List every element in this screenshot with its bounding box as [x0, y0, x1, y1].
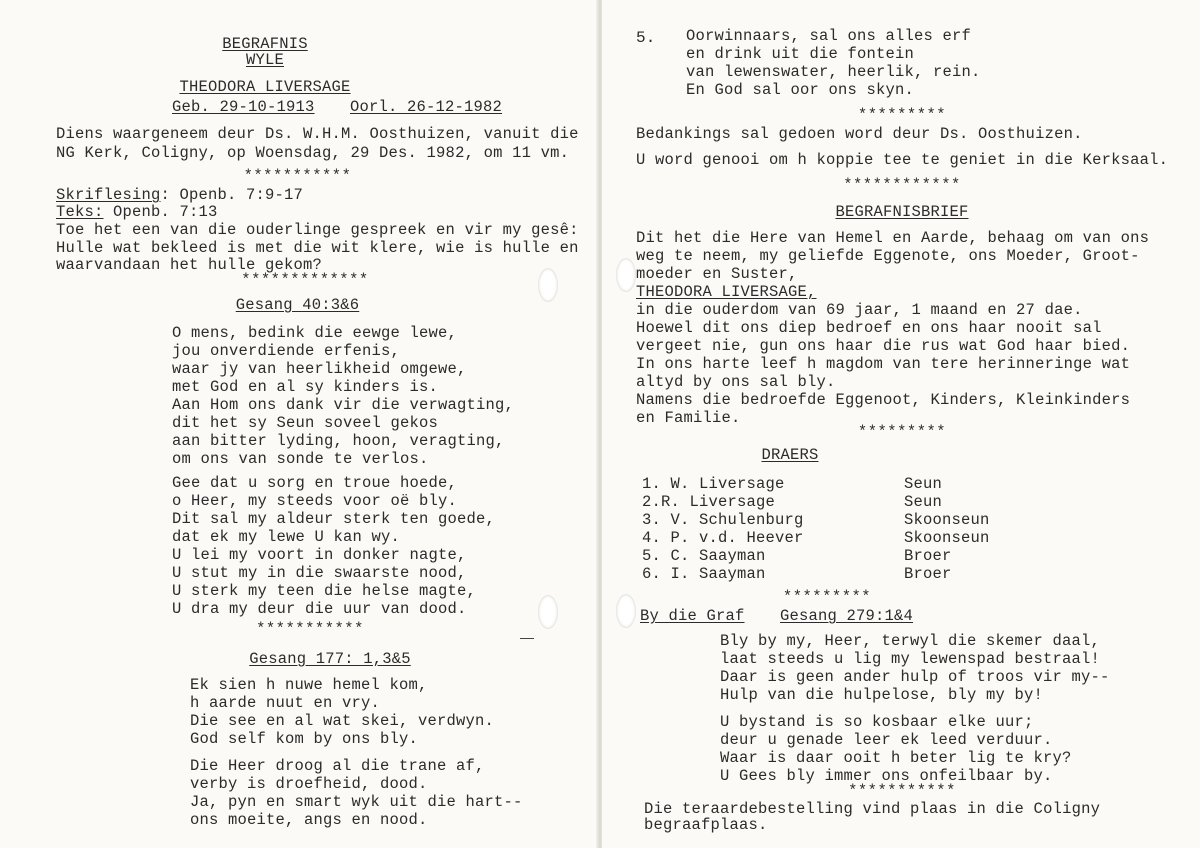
bearer-name: 4. P. v.d. Heever — [642, 529, 804, 547]
hymn-line: U dra my deur die uur van dood. — [172, 600, 467, 618]
scripture-reading — [56, 187, 303, 204]
hymn-line: aan bitter lyding, hoon, veragting, — [172, 432, 505, 450]
burial-line: begraafplaas. — [644, 816, 768, 834]
bearer-name: 3. V. Schulenburg — [642, 511, 804, 529]
punch-hole — [538, 595, 558, 629]
separator-stars: ********* — [857, 106, 947, 124]
hymn-line: waar jy van heerlikheid omgewe, — [172, 360, 467, 378]
service-line-1: Diens waargeneem deur Ds. W.H.M. Oosthuizen, vanuit die — [56, 125, 579, 143]
hymn-line: dat ek my lewe U kan wy. — [172, 528, 401, 546]
hymn-line: Aan Hom ons dank vir die verwagting, — [172, 396, 515, 414]
deceased-name: THEODORA LIVERSAGE — [179, 78, 351, 96]
hymn-line: ons moeite, angs en nood. — [190, 811, 428, 829]
notice-title: BEGRAFNISBRIEF — [835, 203, 969, 221]
verse-number: 5. — [636, 29, 656, 47]
hymn-line: Waar is daar ooit h beter lig te kry? — [720, 749, 1072, 767]
hymn-line: Die see en al wat skei, verdwyn. — [190, 712, 495, 730]
notice-name: THEODORA LIVERSAGE, — [636, 283, 817, 301]
hymn-line: Gee dat u sorg en troue hoede, — [172, 474, 458, 492]
hymn-line: deur u genade leer ek leed verduur. — [720, 731, 1053, 749]
notice-line: vergeet nie, gun ons haar die rus wat God haar bied. — [636, 337, 1131, 355]
hymn-line: Dit sal my aldeur sterk ten goede, — [172, 510, 496, 528]
notice-line: In ons harte leef h magdom van tere herinneringe wat — [636, 355, 1131, 373]
hymn-line: met God en al sy kinders is. — [172, 378, 439, 396]
notice-line: Hoewel dit ons diep bedroef en ons haar nooit sal — [636, 319, 1102, 337]
hymn-line: U stut my in die swaarste nood, — [172, 564, 467, 582]
service-line-2: NG Kerk, Coligny, op Woensdag, 29 Des. 1982, om 11 vm. — [56, 144, 570, 162]
notice-line: en Familie. — [636, 409, 741, 427]
bearer-relation: Skoonseun — [904, 529, 990, 547]
scripture-value: : Openb. 7:9-17 — [160, 186, 304, 204]
birth-date: Geb. 29-10-1913 — [172, 98, 315, 116]
punch-hole — [538, 268, 558, 302]
verse-line: Toe het een van die ouderlinge gespreek en vir my gesê: — [56, 221, 579, 239]
heading-wyle: WYLE — [245, 51, 284, 69]
separator-stars: *********** — [848, 782, 956, 800]
text-value: Openb. 7:13 — [103, 203, 218, 221]
notice-line: moeder en Suster, — [636, 265, 798, 283]
hymn-line: Ja, pyn en smart wyk uit die hart-- — [190, 793, 523, 811]
notice-line: Namens die bedroefde Eggenoot, Kinders, Kleinkinders — [636, 391, 1131, 409]
hymn-line: Oorwinnaars, sal ons alles erf — [686, 27, 972, 45]
bearer-name: 2.R. Liversage — [642, 493, 776, 511]
bearer-relation: Broer — [904, 547, 952, 565]
hymn-line: Ek sien h nuwe hemel kom, — [190, 676, 428, 694]
separator-stars: ************* — [241, 271, 369, 289]
separator-stars: *********** — [243, 167, 352, 185]
left-page — [0, 0, 598, 848]
punch-hole — [616, 594, 636, 628]
text-label: Teks: — [56, 203, 104, 221]
hymn-line: en drink uit die fontein — [686, 45, 915, 63]
notice-line: weg te neem, my geliefde Eggenote, ons Moeder, Groot- — [636, 247, 1140, 265]
bearers-title: DRAERS — [761, 446, 819, 464]
heading-begrafnis: BEGRAFNIS — [222, 35, 308, 53]
hymn-line: God self kom by ons bly. — [190, 730, 419, 748]
hymn-line: o Heer, my steeds voor oë bly. — [172, 492, 458, 510]
bearer-name: 5. C. Saayman — [642, 547, 766, 565]
verse-line: Hulle wat bekleed is met die wit klere, wie is hulle en — [56, 239, 579, 257]
separator-stars: ********* — [782, 588, 872, 606]
notice-line: Dit het die Here van Hemel en Aarde, behaag om van ons — [636, 229, 1150, 247]
hymn-line: En God sal oor ons skyn. — [686, 81, 915, 99]
hymn-line: verby is droefheid, dood. — [190, 775, 428, 793]
notice-line: altyd by ons sal bly. — [636, 373, 836, 391]
bearer-relation: Skoonseun — [904, 511, 990, 529]
hymn-line: jou onverdiende erfenis, — [172, 342, 401, 360]
bearer-relation: Broer — [904, 565, 952, 583]
punch-hole — [616, 258, 636, 292]
hymn-line: Bly by my, Heer, terwyl die skemer daal, — [720, 632, 1101, 650]
hymn-line: Hulp van die hulpelose, bly my by! — [720, 686, 1044, 704]
ink-mark — [520, 638, 534, 639]
graveside-hymn: Gesang 279:1&4 — [780, 607, 914, 625]
separator-stars: ********* — [857, 423, 947, 441]
hymn-line: U sterk my teen die helse magte, — [172, 582, 477, 600]
hymn-line: O mens, bedink die eewge lewe, — [172, 324, 458, 342]
hymn-line: Die Heer droog al die trane af, — [190, 757, 485, 775]
hymn-line: U Gees bly immer ons onfeilbaar by. — [720, 767, 1053, 785]
hymn-line: U lei my voort in donker nagte, — [172, 546, 467, 564]
scripture-label: Skriflesing — [56, 186, 161, 204]
bearer-name: 6. I. Saayman — [642, 565, 766, 583]
hymn-line: van lewenswater, heerlik, rein. — [686, 63, 981, 81]
bearer-name: 1. W. Liversage — [642, 475, 785, 493]
thanks-line: Bedankings sal gedoen word deur Ds. Oosthuizen. — [636, 125, 1083, 143]
hymn-title: Gesang 40:3&6 — [235, 296, 360, 314]
hymn-line: Daar is geen ander hulp of troos vir my-- — [720, 668, 1110, 686]
hymn-line: laat steeds u lig my lewenspad bestraal! — [720, 650, 1101, 668]
notice-line: in die ouderdom van 69 jaar, 1 maand en 27 dae. — [636, 301, 1083, 319]
tea-invitation: U word genooi om h koppie tee te geniet in die Kerksaal. — [636, 151, 1169, 169]
burial-line: Die teraardebestelling vind plaas in die Coligny — [644, 800, 1101, 818]
hymn-line: dit het sy Seun soveel gekos — [172, 414, 439, 432]
separator-stars: ************ — [843, 176, 961, 194]
bearer-relation: Seun — [904, 475, 943, 493]
sermon-text — [56, 204, 218, 221]
hymn-line: U bystand is so kosbaar elke uur; — [720, 713, 1034, 731]
separator-stars: *********** — [256, 620, 364, 638]
graveside-label: By die Graf — [640, 607, 745, 625]
hymn-title: Gesang 177: 1,3&5 — [249, 650, 411, 668]
right-page — [602, 0, 1200, 848]
hymn-line: om ons van sonde te verlos. — [172, 450, 429, 468]
bearer-relation: Seun — [904, 493, 943, 511]
death-date: Oorl. 26-12-1982 — [350, 98, 503, 116]
verse-line: waarvandaan het hulle gekom? — [56, 256, 323, 274]
hymn-line: h aarde nuut en vry. — [190, 694, 381, 712]
